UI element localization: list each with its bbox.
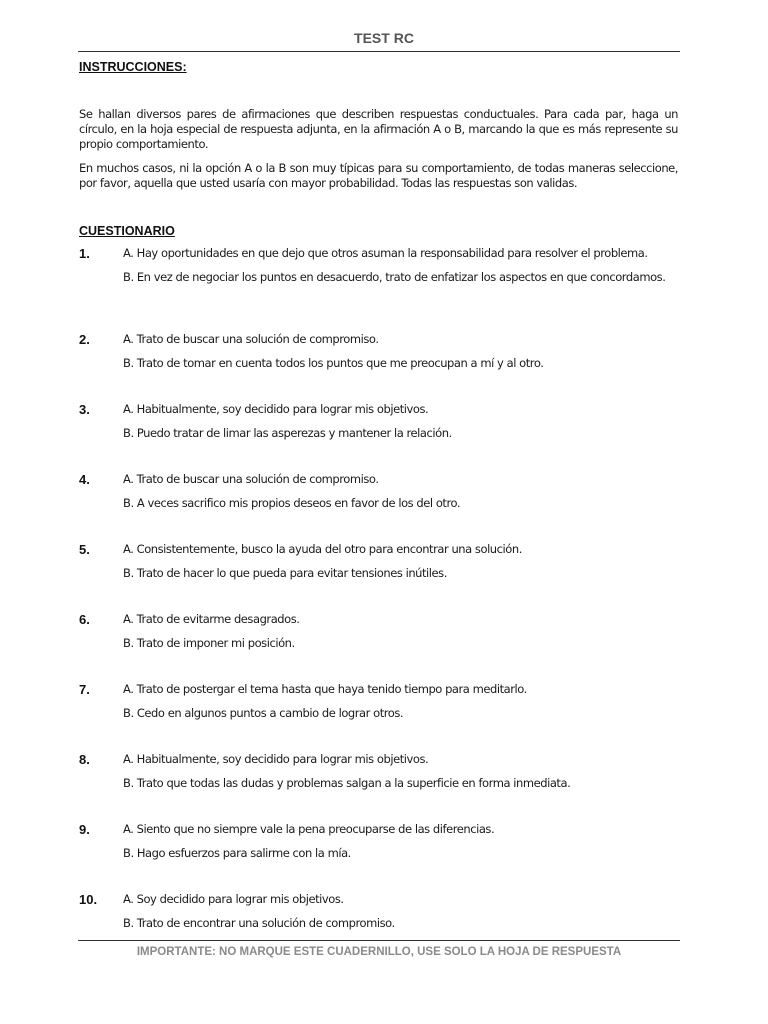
question-option-b: B. Hago esfuerzos para salirme con la mía. <box>123 846 351 860</box>
question-option-a: A. Siento que no siempre vale la pena preocuparse de las diferencias. <box>123 822 495 836</box>
question-number: 2. <box>79 332 90 347</box>
question-option-b: B. Trato de hacer lo que pueda para evitar tensiones inútiles. <box>123 566 447 580</box>
question-option-b: B. Cedo en algunos puntos a cambio de lograr otros. <box>123 706 404 720</box>
question-option-b: B. En vez de negociar los puntos en desacuerdo, trato de enfatizar los aspectos en que concordamos. <box>123 270 666 284</box>
question-option-b: B. Trato de imponer mi posición. <box>123 636 295 650</box>
question-option-a: A. Hay oportunidades en que dejo que otros asuman la responsabilidad para resolver el problema. <box>123 246 648 260</box>
question-number: 10. <box>79 892 98 907</box>
question-number: 7. <box>79 682 90 697</box>
question-number: 5. <box>79 542 90 557</box>
question-option-b: B. Trato de encontrar una solución de compromiso. <box>123 916 395 930</box>
question-option-a: A. Trato de buscar una solución de compromiso. <box>123 472 379 486</box>
question-option-b: B. Puedo tratar de limar las asperezas y mantener la relación. <box>123 426 452 440</box>
question-option-a: A. Trato de buscar una solución de compromiso. <box>123 332 379 346</box>
question-number: 4. <box>79 472 90 487</box>
question-option-a: A. Consistentemente, busco la ayuda del otro para encontrar una solución. <box>123 542 522 556</box>
question-option-a: A. Habitualmente, soy decidido para lograr mis objetivos. <box>123 752 429 766</box>
question-option-a: A. Soy decidido para lograr mis objetivos. <box>123 892 344 906</box>
question-option-a: A. Trato de evitarme desagrados. <box>123 612 300 626</box>
instructions-paragraph-2: En muchos casos, ni la opción A o la B son muy típicas para su comportamiento, de todas maneras seleccione, por favor, aquella que usted usaría con mayor probabilidad. Todas las respuestas son validas. <box>79 161 678 190</box>
header-divider <box>78 51 680 52</box>
question-option-b: B. Trato de tomar en cuenta todos los puntos que me preocupan a mí y al otro. <box>123 356 544 370</box>
footer-divider <box>78 940 680 941</box>
question-number: 8. <box>79 752 90 767</box>
instructions-heading: INSTRUCCIONES: <box>79 60 187 74</box>
page-title: TEST RC <box>354 30 414 46</box>
questionnaire-heading: CUESTIONARIO <box>79 224 175 238</box>
question-option-a: A. Habitualmente, soy decidido para lograr mis objetivos. <box>123 402 429 416</box>
question-option-a: A. Trato de postergar el tema hasta que haya tenido tiempo para meditarlo. <box>123 682 527 696</box>
question-number: 3. <box>79 402 90 417</box>
footer-note: IMPORTANTE: NO MARQUE ESTE CUADERNILLO, USE SOLO LA HOJA DE RESPUESTA <box>136 946 622 958</box>
instructions-paragraph-1: Se hallan diversos pares de afirmaciones que describen respuestas conductuales. Para cada par, haga un círculo, en la hoja especial de respuesta adjunta, en la afirmación A o B, marcando la que es más represente su propio comportamiento. <box>79 107 678 151</box>
question-option-b: B. A veces sacrifico mis propios deseos en favor de los del otro. <box>123 496 461 510</box>
question-option-b: B. Trato que todas las dudas y problemas salgan a la superficie en forma inmediata. <box>123 776 571 790</box>
question-number: 6. <box>79 612 90 627</box>
question-number: 1. <box>79 246 90 261</box>
question-number: 9. <box>79 822 90 837</box>
